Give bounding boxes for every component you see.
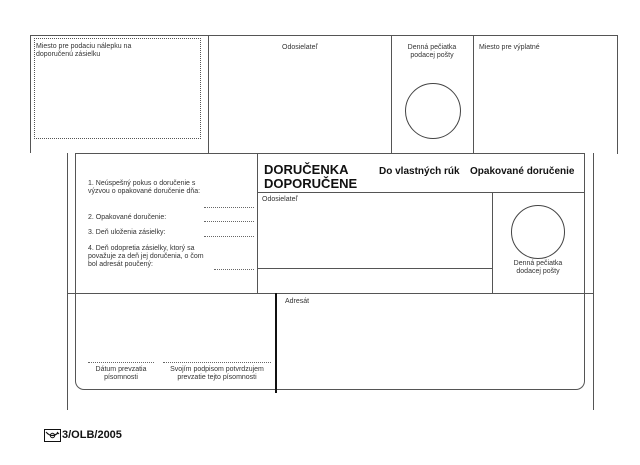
signature-label: Svojím podpisom potvrdzujem prevzatie tejto písomnosti [170, 366, 264, 381]
instruction-item-1: 1. Neúspešný pokus o doručenie s výzvou o opakované doručenie dňa: [88, 180, 201, 195]
own-hands-label: Do vlastných rúk [379, 166, 460, 177]
top-sender-label: Odosielateľ [282, 44, 318, 51]
post-horn-icon [44, 429, 61, 442]
instruction-item-3: 3. Deň uloženia zásielky: [88, 229, 166, 236]
sticker-label: Miesto pre podaciu nálepku na doporučenú zásielku [36, 43, 132, 58]
instruction-item-2: 2. Opakované doručenie: [88, 214, 167, 221]
card-title: DORUČENKA [264, 162, 349, 177]
date-of-receipt-label: Dátum prevzatia písomnosti [95, 366, 147, 381]
repeated-delivery-label: Opakované doručenie [470, 166, 575, 177]
payment-label: Miesto pre výplatné [479, 44, 540, 51]
top-stamp-circle [405, 83, 461, 139]
instruction-item-4: 4. Deň odopretia zásielky, ktorý sa považuje za deň jej doručenia, o čom bol adresát poučený: [88, 245, 204, 268]
top-stamp-label: Denná pečiatka podacej pošty [407, 44, 457, 59]
addressee-label: Adresát [285, 298, 310, 305]
card-title-2: DOPORUČENE [264, 176, 358, 191]
addressee-divider [275, 293, 277, 393]
card-stamp-label: Denná pečiatka dodacej pošty [513, 260, 563, 275]
card-sender-label: Odosielateľ [262, 196, 298, 203]
card-stamp-circle [511, 205, 565, 259]
form-code: 3/OLB/2005 [62, 429, 122, 441]
